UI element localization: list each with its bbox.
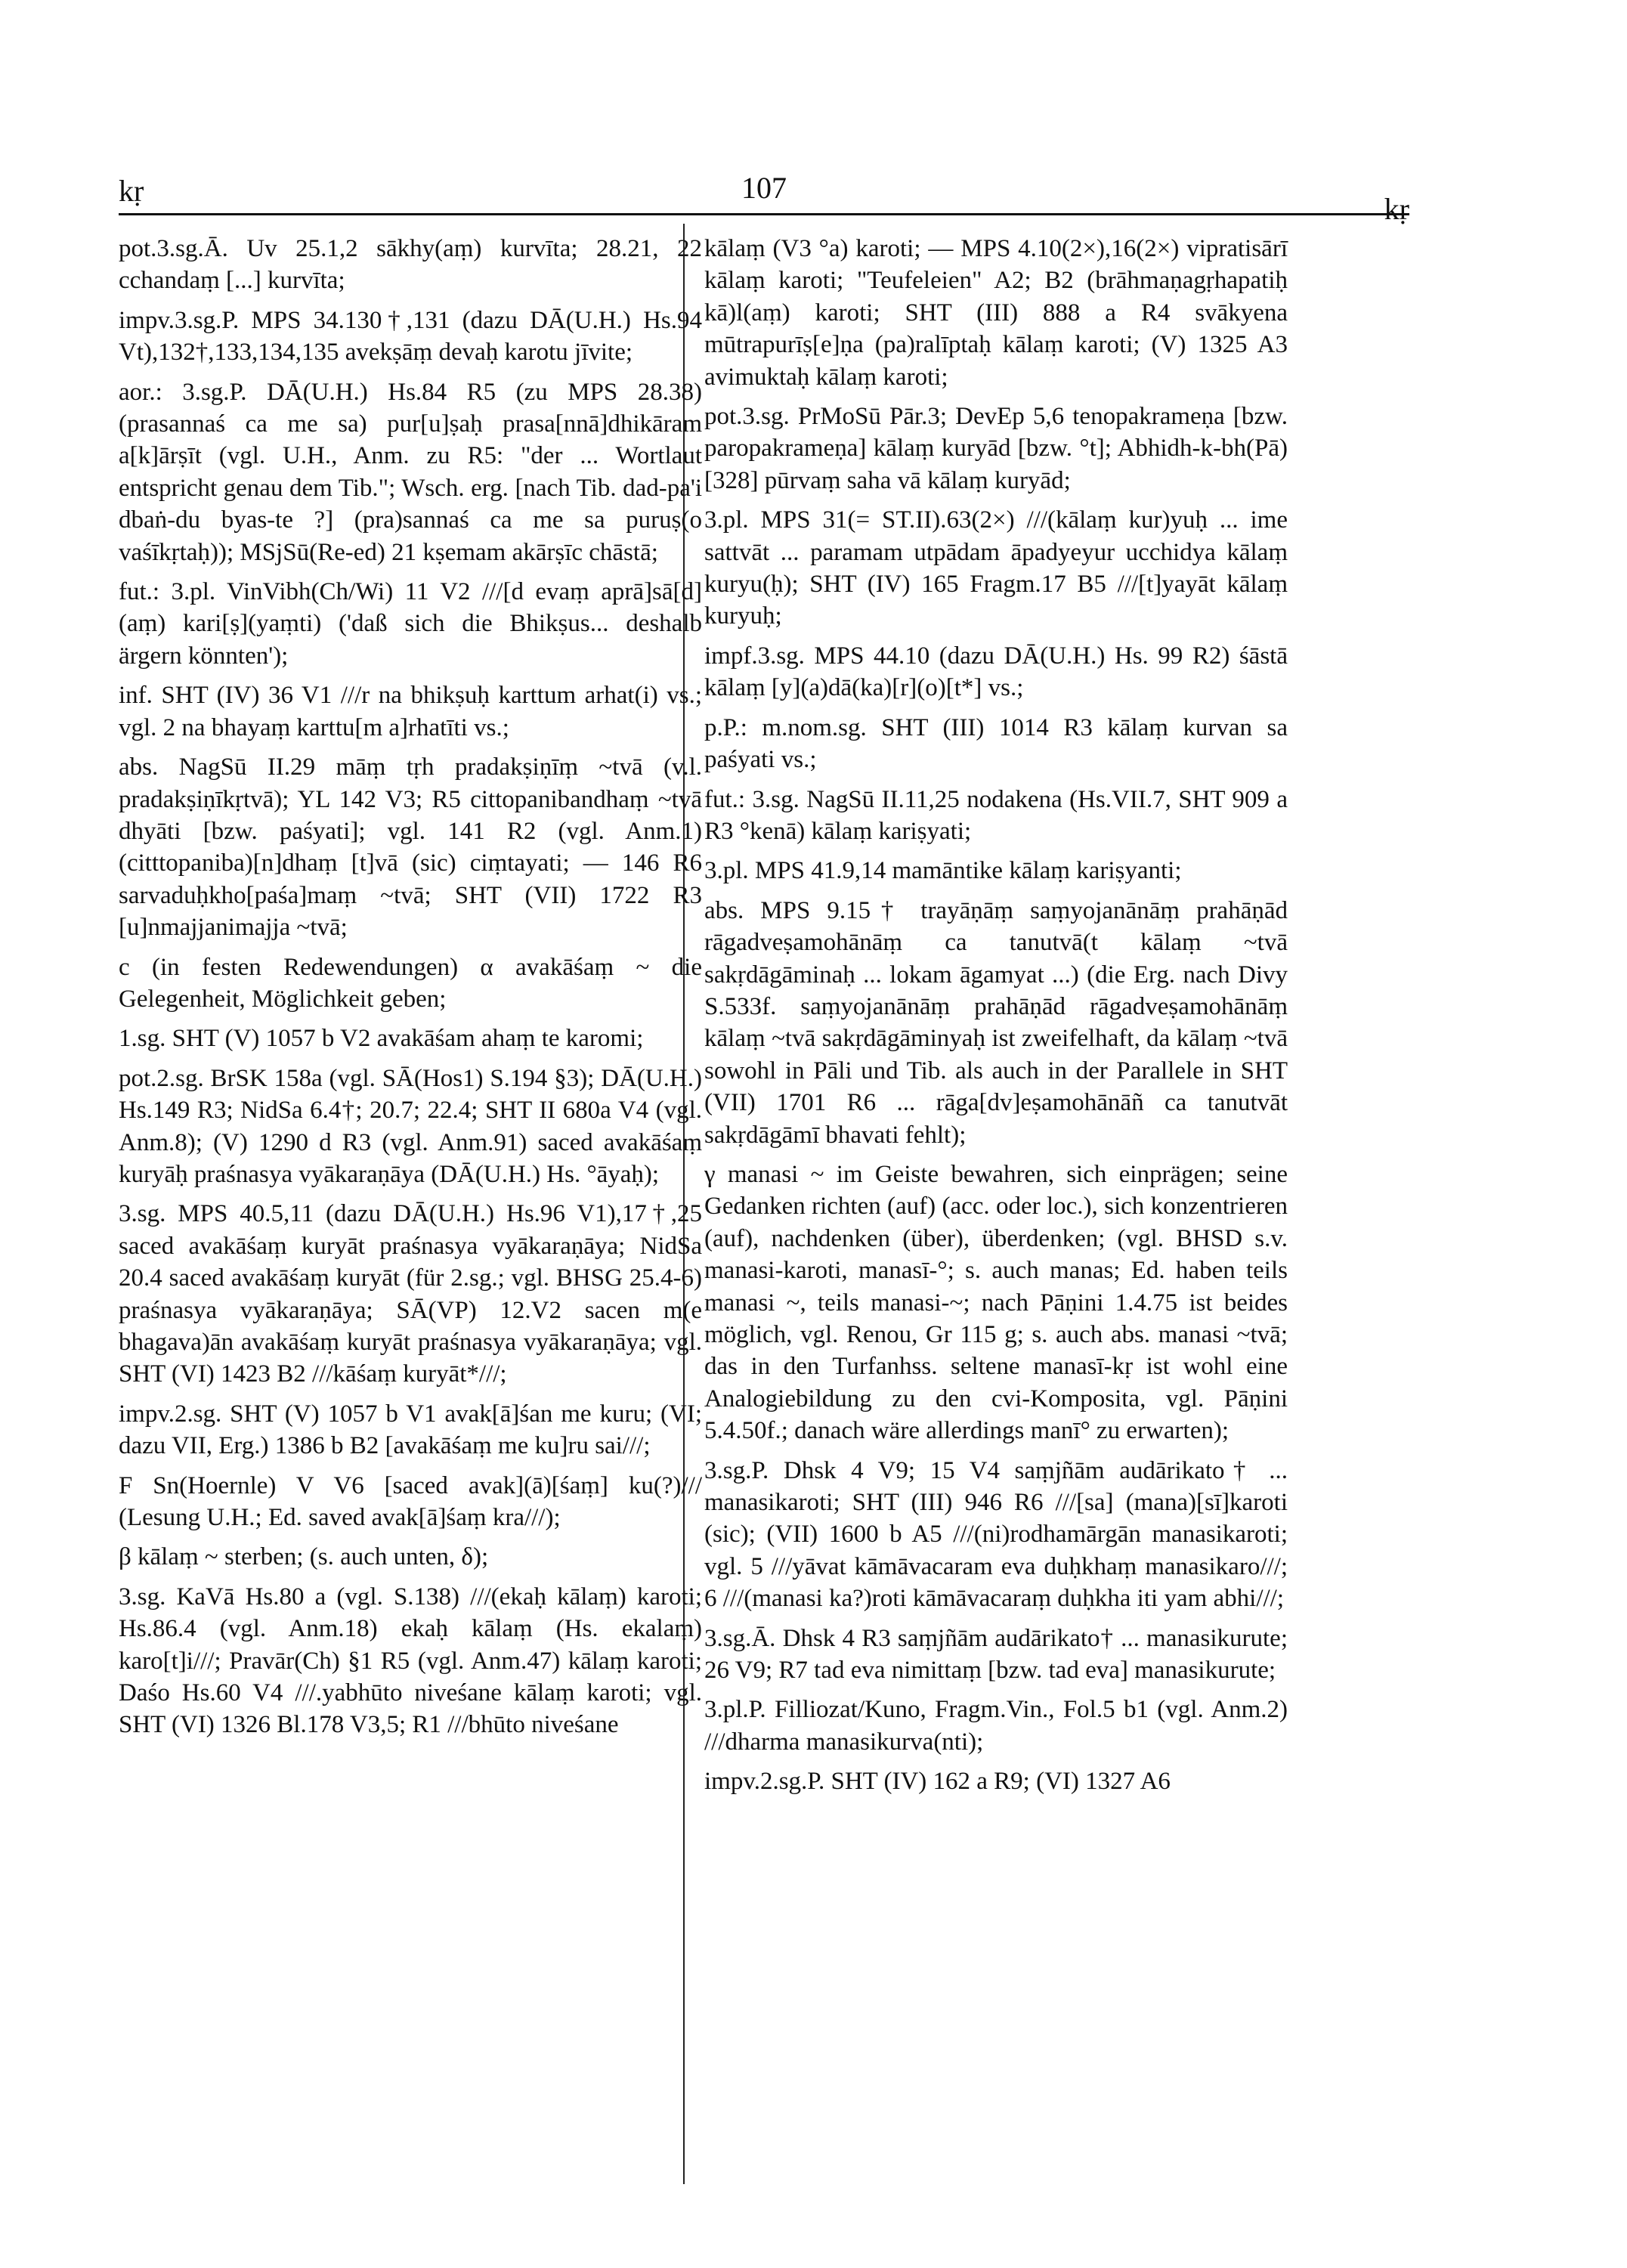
entry: 3.pl. MPS 31(= ST.II).63(2×) ///(kālaṃ kur)yuḥ ... ime sattvāt ... paramam utpādam āpadyeyur ucchidya kālaṃ kuryu(ḥ); SHT (IV) 165 Fragm.17 B5 ///[t]yayāt kālaṃ kuryuḥ; (704, 506, 1288, 630)
entry: c (in festen Redewendungen) α avakāśaṃ ~ die Gelegenheit, Möglichkeit geben; (119, 953, 702, 1013)
entry: 3.sg.P. Dhsk 4 V9; 15 V4 saṃjñām audārikato† ... manasikaroti; SHT (III) 946 R6 ///[sa] (mana)[sī]karoti (sic); (VII) 1600 b A5 ///(ni)rodhamārgān manasikaroti; vgl. 5 ///yāvat kāmāvacaram eva duḥkhaṃ manasikaro///; 6 ///(manasi ka?)roti kāmāvacaraṃ duḥkha iti yam abhi///; (704, 1456, 1288, 1613)
entry: p.P.: m.nom.sg. SHT (III) 1014 R3 kālaṃ kurvan sa paśyati vs.; (704, 713, 1288, 774)
entry: pot.3.sg. PrMoSū Pār.3; DevEp 5,6 tenopakrameṇa [bzw. paropakrameṇa] kālaṃ kuryād [bzw. °t]; Abhidh-k-bh(Pā) [328] pūrvaṃ saha vā kālaṃ kuryād; (704, 403, 1288, 494)
entry: impv.2.sg.P. SHT (IV) 162 a R9; (VI) 1327 A6 (704, 1768, 1171, 1796)
entry: pot.2.sg. BrSK 158a (vgl. SĀ(Hos1) S.194 §3); DĀ(U.H.) Hs.149 R3; NidSa 6.4†; 20.7; 22.4; SHT II 680a V4 (vgl. Anm.8); (V) 1290 d R3 (vgl. Anm.91) saced avakāśaṃ kuryāḥ praśnasya vyākaraṇāya (DĀ(U.H.) Hs. °āyaḥ); (119, 1064, 702, 1188)
entry: F Sn(Hoernle) V V6 [saced avak](ā)[śaṃ] ku(?)/// (Lesung U.H.; Ed. saved avak[ā]śaṃ kra///); (119, 1471, 702, 1532)
entry: β kālaṃ ~ sterben; (s. auch unten, δ); (119, 1543, 489, 1571)
right-column (704, 233, 1288, 1805)
entry: impv.3.sg.P. MPS 34.130†,131 (dazu DĀ(U.H.) Hs.94 Vt),132†,133,134,135 avekṣāṃ devaḥ karotu jīvite; (119, 306, 702, 367)
entry: pot.3.sg.Ā. Uv 25.1,2 sākhy(aṃ) kurvīta; 28.21, 22 cchandaṃ [...] kurvīta; (119, 235, 702, 295)
entry: impf.3.sg. MPS 44.10 (dazu DĀ(U.H.) Hs. 99 R2) śāstā kālaṃ [y](a)dā(ka)[r](o)[t*] vs.; (704, 642, 1288, 702)
entry: abs. NagSū II.29 māṃ tṛh pradakṣiṇīṃ ~tvā (v.l. pradakṣiṇīkṛtvā); YL 142 V3; R5 cittopanibandhaṃ ~tvā dhyāti [bzw. paśyati]; vgl. 141 R2 (vgl. Anm.1) (citttopaniba)[n]dhaṃ [t]vā (sic) ciṃtayati; — 146 R6 sarvaduḥkho[paśa]maṃ ~tvā; SHT (VII) 1722 R3 [u]nmajjanimajja ~tvā; (119, 753, 702, 942)
page-number: 107 (741, 171, 787, 205)
entry: 3.sg. KaVā Hs.80 a (vgl. S.138) ///(ekaḥ kālaṃ) karoti; Hs.86.4 (vgl. Anm.18) ekaḥ kālaṃ (Hs. ekalaṃ) karo[t]i///; Pravār(Ch) §1 R5 (vgl. Anm.47) kālaṃ karoti; Daśo Hs.60 V4 ///.yabhūto niveśane kālaṃ karoti; vgl. SHT (VI) 1326 Bl.178 V3,5; R1 ///bhūto niveśane (119, 1583, 702, 1739)
entry: 3.sg. MPS 40.5,11 (dazu DĀ(U.H.) Hs.96 V1),17†,25 saced avakāśaṃ kuryāt praśnasya vyākaraṇāya; NidSa 20.4 saced avakāśaṃ kuryāt (für 2.sg.; vgl. BHSG 25.4-6) praśnasya vyākaraṇāya; SĀ(VP) 12.V2 sacen m(e bhagava)ān avakāśaṃ kuryāt praśnasya vyākaraṇāya; vgl. SHT (VI) 1423 B2 ///kāśaṃ kuryāt*///; (119, 1200, 702, 1388)
running-head-left: kṛ (119, 174, 144, 208)
entry: fut.: 3.sg. NagSū II.11,25 nodakena (Hs.VII.7, SHT 909 a R3 °kenā) kālaṃ kariṣyati; (704, 785, 1288, 845)
entry: 1.sg. SHT (V) 1057 b V2 avakāśam ahaṃ te karomi; (119, 1025, 644, 1053)
entry: aor.: 3.sg.P. DĀ(U.H.) Hs.84 R5 (zu MPS 28.38) (prasannaś ca me sa) pur[u]ṣaḥ prasa[nnā]dhikāram a[k]ārṣīt (vgl. U.H., Anm. zu R5: "der ... Wortlaut entspricht genau dem Tib."; Wsch. erg. [nach Tib. dad-pa'i dbaṅ-du byas-te ?] (pra)sannaś ca me sa puruṣ(o vaśīkṛtaḥ)); MSjSū(Re-ed) 21 kṣemam akārṣīc chāstā; (119, 378, 702, 566)
entry: 3.pl.P. Filliozat/Kuno, Fragm.Vin., Fol.5 b1 (vgl. Anm.2) ///dharma manasikurva(nti); (704, 1696, 1288, 1756)
running-head-right: kṛ (1384, 192, 1409, 226)
left-column (119, 233, 702, 1749)
entry: kālaṃ (V3 °a) karoti; — MPS 4.10(2×),16(2×) vipratisārī kālaṃ karoti; "Teufeleien" A2; B2 (brāhmaṇagṛhapatiḥ kā)l(aṃ) karoti; SHT (III) 888 a R4 svākyena mūtrapurīṣ[e]ṇa (pa)ralīptaḥ kālaṃ karoti; (V) 1325 A3 avimuktaḥ kālaṃ karoti; (704, 235, 1288, 391)
entry: 3.pl. MPS 41.9,14 mamāntike kālaṃ kariṣyanti; (704, 857, 1182, 885)
entry: impv.2.sg. SHT (V) 1057 b V1 avak[ā]śan me kuru; (VI; dazu VII, Erg.) 1386 b B2 [avakāśaṃ me ku]ru sai///; (119, 1400, 702, 1460)
page-header (119, 165, 1409, 226)
entry: fut.: 3.pl. VinVibh(Ch/Wi) 11 V2 ///[d evaṃ aprā]sā[d](aṃ) kari[ṣ](yaṃti) ('daß sich die Bhikṣus... deshalb ärgern könnten'); (119, 578, 702, 670)
entry: abs. MPS 9.15† trayāṇāṃ saṃyojanānāṃ prahāṇād rāgadveṣamohānāṃ ca tanutvā(t kālaṃ ~tvā sakṛdāgāminaḥ ... lokam āgamyat ...) (die Erg. nach Divy S.533f. saṃyojanānāṃ prahāṇād rāgadveṣamohānāṃ kālaṃ ~tvā sakṛdāgāminyaḥ ist zweifelhaft, da kālaṃ ~tvā sowohl in Pāli und Tib. als auch in der Parallele in SHT (VII) 1701 R6 ... rāga[dv]eṣamohānāñ ca tanutvāt sakṛdāgāmī bhavati fehlt); (704, 896, 1288, 1149)
entry: 3.sg.Ā. Dhsk 4 R3 saṃjñām audārikato† ... manasikurute; 26 V9; R7 tad eva nimittaṃ [bzw. tad eva] manasikurute; (704, 1624, 1288, 1685)
entry: inf. SHT (IV) 36 V1 ///r na bhikṣuḥ karttum arhat(i) vs.; vgl. 2 na bhayaṃ karttu[m a]rhatīti vs.; (119, 682, 702, 741)
entry: γ manasi ~ im Geiste bewahren, sich einprägen; seine Gedanken richten (auf) (acc. oder loc.), sich konzentrieren (auf), nachdenken (über), überdenken; (vgl. BHSD s.v. manasi-karoti, manasī-°; s. auch manas; Ed. haben teils manasi ~, teils manasi-~; nach Pāṇini 1.4.75 ist beides möglich, vgl. Renou, Gr 115 g; s. auch abs. manasi ~tvā; das in den Turfanhss. seltene manasī-kṛ ist wohl eine Analogiebildung zu den cvi-Komposita, vgl. Pāṇini 5.4.50f.; danach wäre allerdings manī° zu erwarten); (704, 1160, 1288, 1445)
